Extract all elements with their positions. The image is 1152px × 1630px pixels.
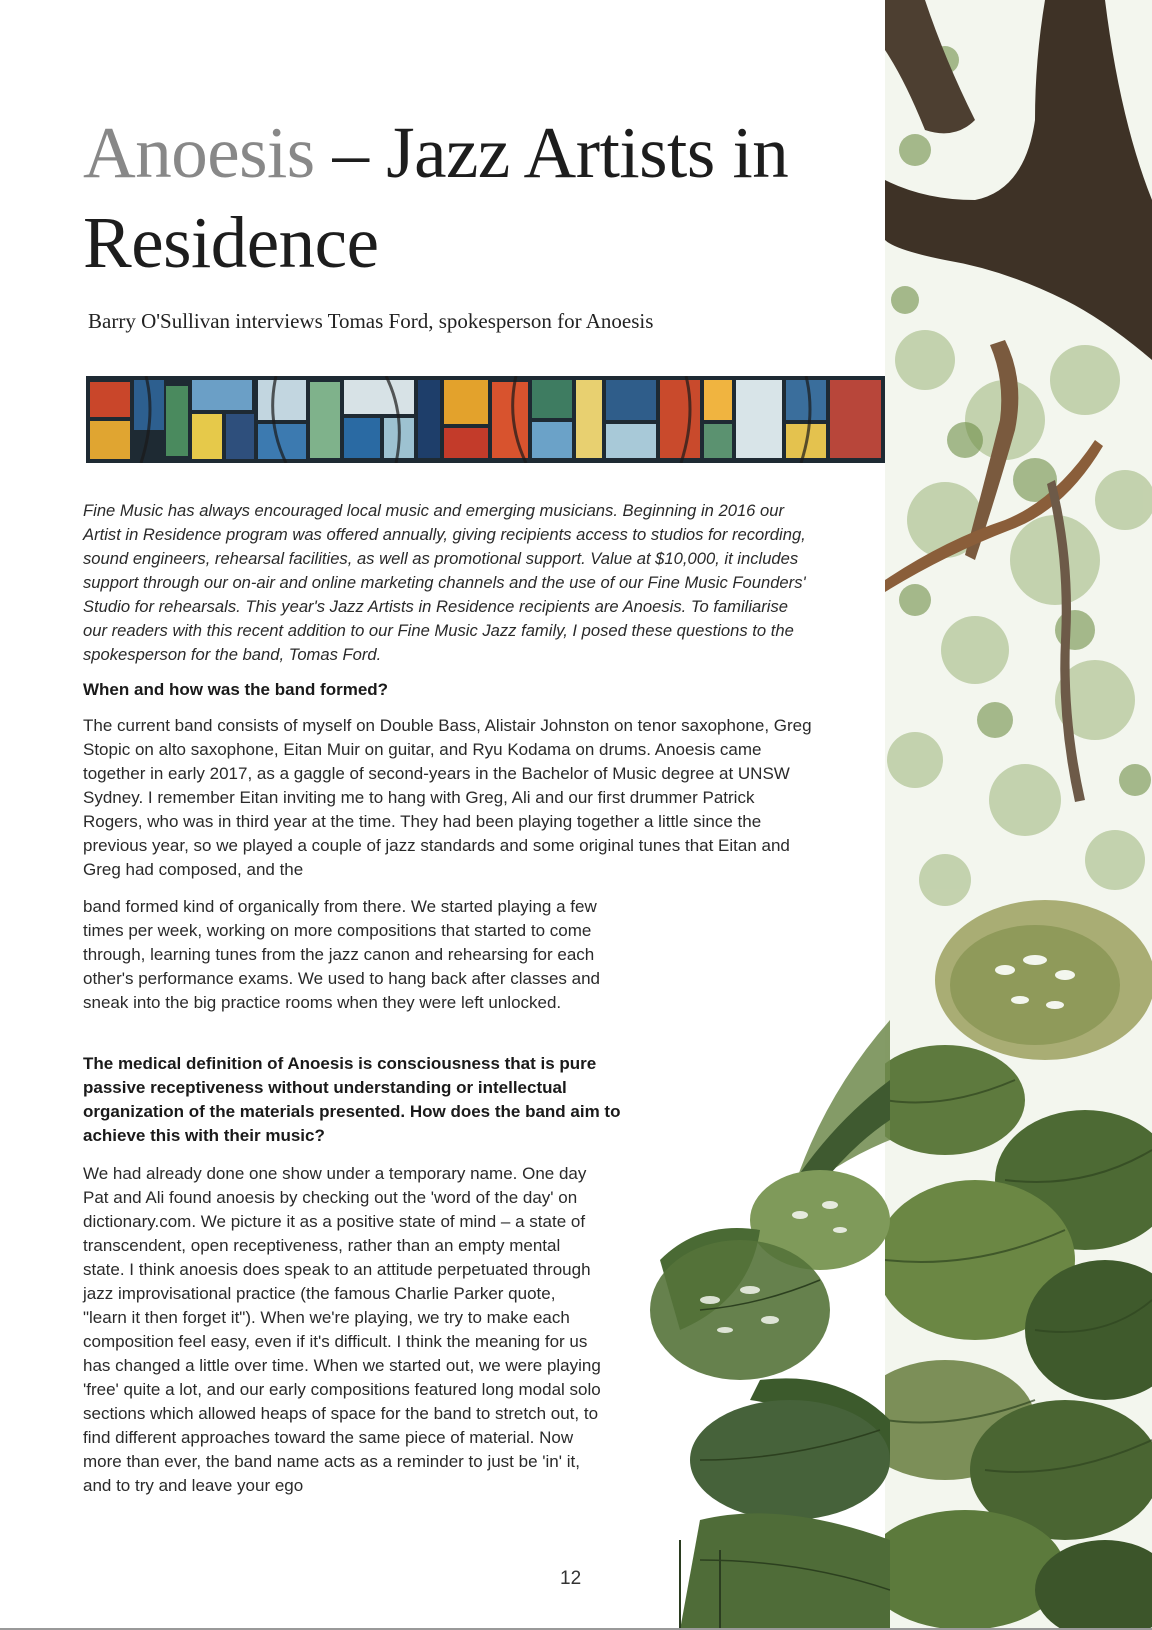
answer-2: We had already done one show under a temporary name. One day Pat and Ali found anoesis by checking out the 'word of the day' on dictionary.com. We picture it as a positive state of mind – a state of transcendent, open receptiveness, rather than an empty mental state. I think anoesis does speak to an attitude perpetuated through jazz improvisational practice (the famous Charlie Parker quote, "learn it then forget it"). When we're playing, we try to make each composition feel easy, even if it's difficult. I think the meaning for us has changed a little over time. When we started out, we were playing 'free' quite a lot, and our early compositions featured long modal solo sections which allowed heaps of space for the band to stretch out, to find different approaches toward the same piece of material. Now more than ever, the band name acts as a reminder to just be 'in' it, and to try and leave your ego xyxy=(83,1164,601,1495)
title-subtitle: – Jazz Artists in Residence xyxy=(83,112,789,283)
page-number: 12 xyxy=(560,1568,582,1589)
stained-glass-banner xyxy=(86,376,885,463)
intro-paragraph: Fine Music has always encouraged local music and emerging musicians. Beginning in 2016 our Artist in Residence program was offered annually, giving recipients access to studios for recording, sound engineers, rehearsal facilities, as well as promotional support. Value at $10,000, it includes support through our on-air and online marketing channels and the use of our Fine Music Founders' Studio for rehearsals. This year's Jazz Artists in Residence recipients are Anoesis. To familiarise our readers with this recent addition to our Fine Music Jazz family, I posed these questions to the spokesperson for the band, Tomas Ford. xyxy=(83,501,806,664)
tree-foliage-illustration xyxy=(885,0,1152,1630)
article-title xyxy=(83,108,873,288)
question-2: The medical definition of Anoesis is consciousness that is pure passive receptiveness without understanding or intellectual organization of the materials presented. How does the band aim to achieve this with their music? xyxy=(83,1054,621,1145)
question-1: When and how was the band formed? xyxy=(83,680,389,699)
palm-leaves-overlay xyxy=(640,900,890,1630)
title-band-name: Anoesis xyxy=(83,112,315,193)
answer-1-part-1: The current band consists of myself on Double Bass, Alistair Johnston on tenor saxophone, Greg Stopic on alto saxophone, Eitan Muir on guitar, and Ryu Kodama on drums. Anoesis came together in early 2017, as a gaggle of second-years in the Bachelor of Music degree at UNSW Sydney. I remember Eitan inviting me to hang with Greg, Ali and our first drummer Patrick Rogers, who was in third year at the time. They had been playing together a little since the previous year, so we played a couple of jazz standards and some original tunes that Eitan and Greg had composed, and the xyxy=(83,716,812,879)
answer-1-part-2: band formed kind of organically from there. We started playing a few times per week, working on more compositions that started to come through, learning tunes from the jazz canon and rehearsing for each other's performance exams. We used to hang back after classes and sneak into the big practice rooms when they were left unlocked. xyxy=(83,897,600,1012)
byline: Barry O'Sullivan interviews Tomas Ford, spokesperson for Anoesis xyxy=(88,309,654,333)
